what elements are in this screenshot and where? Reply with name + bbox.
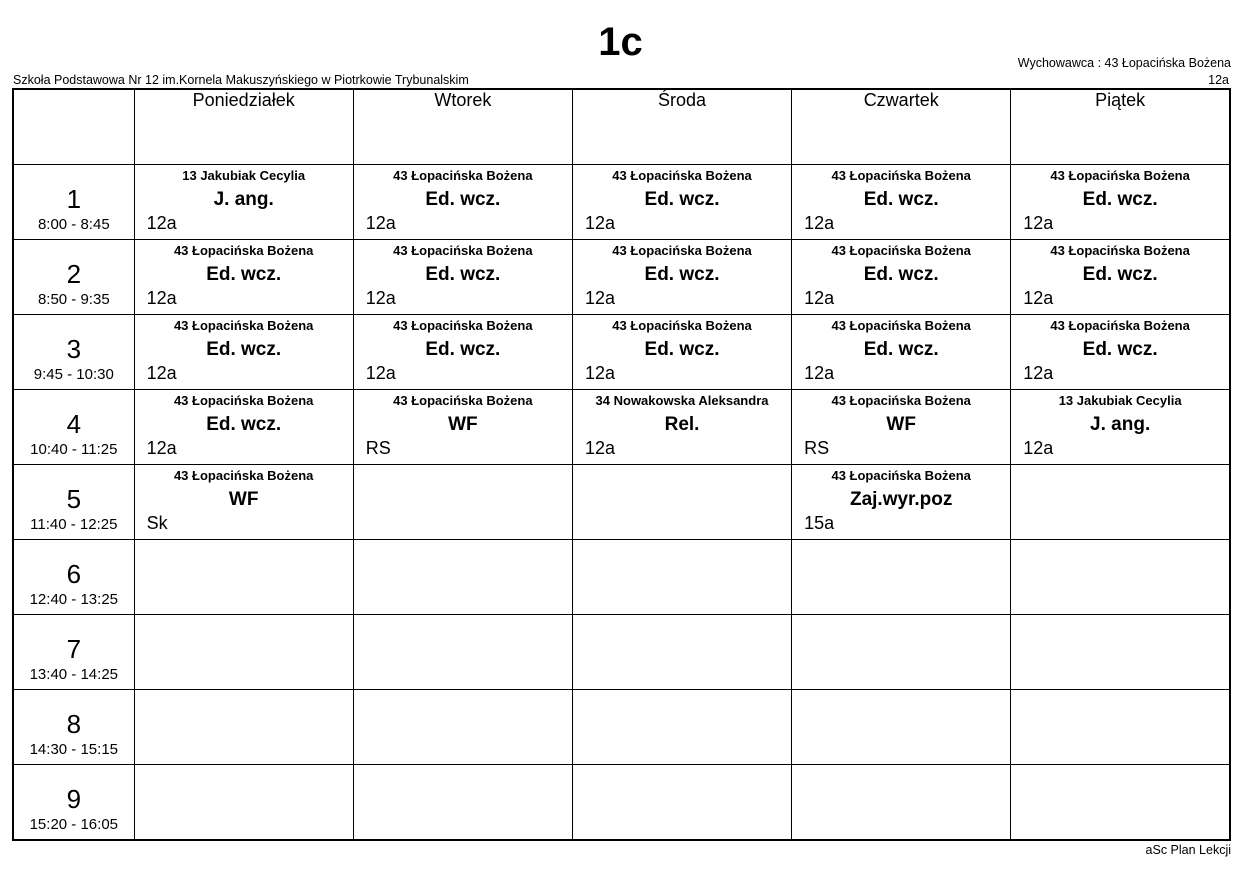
lesson-teacher: 43 Łopacińska Bożena bbox=[612, 167, 752, 183]
period-number: 8 bbox=[66, 709, 82, 740]
school-name: Szkoła Podstawowa Nr 12 im.Kornela Makuszyńskiego w Piotrkowie Trybunalskim bbox=[13, 73, 469, 87]
lesson-teacher: 13 Jakubiak Cecylia bbox=[1058, 392, 1182, 408]
lesson-subject: WF bbox=[228, 488, 259, 510]
lesson-cell bbox=[353, 615, 572, 690]
lesson-subject: Ed. wcz. bbox=[206, 338, 282, 360]
lesson-room: RS bbox=[365, 437, 391, 458]
lesson-cell bbox=[572, 239, 791, 314]
period-row bbox=[13, 540, 1230, 615]
lesson-room: 12a bbox=[365, 212, 396, 233]
lesson-teacher: 43 Łopacińska Bożena bbox=[173, 467, 314, 483]
period-row bbox=[13, 464, 1230, 539]
lesson-cell bbox=[572, 389, 791, 464]
lesson-cell bbox=[1011, 164, 1230, 239]
lesson-cell bbox=[792, 239, 1011, 314]
period-row bbox=[13, 615, 1230, 690]
lesson-cell bbox=[1011, 239, 1230, 314]
period-row bbox=[13, 239, 1230, 314]
period-time: 10:40 - 11:25 bbox=[30, 440, 118, 458]
period-number: 3 bbox=[66, 333, 82, 364]
lesson-cell bbox=[572, 690, 791, 765]
lesson-teacher: 43 Łopacińska Bożena bbox=[1050, 242, 1190, 258]
period-time: 15:20 - 16:05 bbox=[29, 816, 118, 834]
lesson-room: 12a bbox=[1023, 362, 1054, 383]
lesson-room: 12a bbox=[146, 212, 177, 233]
period-cell bbox=[13, 615, 134, 690]
day-header: Czwartek bbox=[792, 89, 1011, 164]
lesson-subject: Ed. wcz. bbox=[425, 263, 501, 285]
lesson-subject: Rel. bbox=[664, 413, 700, 435]
lesson-cell bbox=[353, 765, 572, 840]
lesson-cell bbox=[353, 314, 572, 389]
period-cell bbox=[13, 540, 134, 615]
lesson-teacher: 43 Łopacińska Bożena bbox=[831, 167, 971, 183]
lesson-cell bbox=[134, 690, 353, 765]
period-number: 7 bbox=[66, 634, 82, 665]
lesson-room: 12a bbox=[584, 212, 615, 233]
lesson-cell bbox=[134, 239, 353, 314]
lesson-cell bbox=[572, 464, 791, 539]
lesson-cell bbox=[792, 464, 1011, 539]
lesson-subject: Ed. wcz. bbox=[425, 338, 501, 360]
lesson-subject: Ed. wcz. bbox=[1082, 188, 1158, 210]
lesson-subject: Ed. wcz. bbox=[206, 263, 282, 285]
lesson-cell bbox=[792, 164, 1011, 239]
lesson-cell bbox=[792, 314, 1011, 389]
lesson-cell bbox=[792, 615, 1011, 690]
lesson-cell bbox=[134, 389, 353, 464]
lesson-cell bbox=[134, 314, 353, 389]
lesson-cell bbox=[792, 690, 1011, 765]
period-row bbox=[13, 765, 1230, 840]
lesson-room: 12a bbox=[804, 362, 835, 383]
class-title: 1c bbox=[598, 20, 643, 64]
lesson-cell bbox=[1011, 314, 1230, 389]
lesson-cell bbox=[1011, 464, 1230, 539]
lesson-teacher: 43 Łopacińska Bożena bbox=[831, 317, 971, 333]
lesson-room: 12a bbox=[146, 437, 177, 458]
lesson-cell bbox=[572, 765, 791, 840]
lesson-subject: WF bbox=[886, 413, 916, 435]
lesson-room: 15a bbox=[804, 512, 835, 533]
timetable-body bbox=[13, 164, 1230, 840]
lesson-cell bbox=[1011, 615, 1230, 690]
period-number: 6 bbox=[66, 559, 82, 590]
lesson-room: 12a bbox=[365, 287, 396, 308]
lesson-teacher: 43 Łopacińska Bożena bbox=[831, 392, 971, 408]
lesson-cell bbox=[792, 540, 1011, 615]
lesson-room: Sk bbox=[146, 512, 168, 533]
lesson-cell bbox=[792, 389, 1011, 464]
lesson-subject: J. ang. bbox=[213, 188, 274, 210]
period-number: 1 bbox=[66, 183, 82, 214]
lesson-subject: Ed. wcz. bbox=[863, 338, 939, 360]
lesson-teacher: 43 Łopacińska Bożena bbox=[393, 167, 533, 183]
lesson-subject: J. ang. bbox=[1090, 413, 1151, 435]
period-cell bbox=[13, 239, 134, 314]
lesson-room: 12a bbox=[1023, 287, 1054, 308]
lesson-cell bbox=[134, 164, 353, 239]
lesson-teacher: 43 Łopacińska Bożena bbox=[1050, 317, 1190, 333]
period-time: 8:00 - 8:45 bbox=[37, 215, 110, 233]
day-header: Poniedziałek bbox=[134, 89, 353, 164]
lesson-room: 12a bbox=[584, 287, 615, 308]
lesson-room: 12a bbox=[1023, 212, 1054, 233]
lesson-subject: Ed. wcz. bbox=[644, 263, 720, 285]
lesson-room: RS bbox=[804, 437, 830, 458]
lesson-room: 12a bbox=[804, 287, 835, 308]
period-cell bbox=[13, 690, 134, 765]
lesson-room: 12a bbox=[146, 362, 177, 383]
lesson-subject: Zaj.wyr.poz bbox=[849, 488, 953, 510]
period-row bbox=[13, 164, 1230, 239]
lesson-room: 12a bbox=[146, 287, 177, 308]
lesson-cell bbox=[353, 540, 572, 615]
lesson-cell bbox=[572, 540, 791, 615]
lesson-cell bbox=[1011, 690, 1230, 765]
lesson-cell bbox=[134, 615, 353, 690]
day-header: Środa bbox=[572, 89, 791, 164]
day-header: Wtorek bbox=[353, 89, 572, 164]
period-cell bbox=[13, 389, 134, 464]
lesson-cell bbox=[572, 615, 791, 690]
period-time: 9:45 - 10:30 bbox=[33, 365, 114, 383]
lesson-subject: Ed. wcz. bbox=[1082, 263, 1158, 285]
lesson-subject: Ed. wcz. bbox=[644, 338, 720, 360]
lesson-teacher: 43 Łopacińska Bożena bbox=[173, 242, 314, 258]
lesson-subject: WF bbox=[448, 413, 478, 435]
lesson-cell bbox=[792, 765, 1011, 840]
lesson-cell bbox=[572, 164, 791, 239]
period-row bbox=[13, 690, 1230, 765]
class-tutor-room: 12a bbox=[1208, 73, 1229, 87]
lesson-cell bbox=[1011, 389, 1230, 464]
period-time: 14:30 - 15:15 bbox=[29, 741, 118, 759]
period-cell bbox=[13, 164, 134, 239]
lesson-subject: Ed. wcz. bbox=[863, 188, 939, 210]
lesson-cell bbox=[572, 314, 791, 389]
lesson-teacher: 43 Łopacińska Bożena bbox=[831, 467, 971, 483]
period-row bbox=[13, 314, 1230, 389]
period-number: 5 bbox=[66, 483, 82, 514]
lesson-room: 12a bbox=[365, 362, 396, 383]
period-number: 4 bbox=[66, 408, 82, 439]
lesson-cell bbox=[134, 765, 353, 840]
lesson-cell bbox=[134, 464, 353, 539]
lesson-subject: Ed. wcz. bbox=[863, 263, 939, 285]
day-header: Piątek bbox=[1011, 89, 1230, 164]
period-time: 11:40 - 12:25 bbox=[30, 515, 118, 533]
lesson-cell bbox=[134, 540, 353, 615]
lesson-teacher: 43 Łopacińska Bożena bbox=[612, 242, 752, 258]
lesson-room: 12a bbox=[584, 362, 615, 383]
lesson-room: 12a bbox=[1023, 437, 1054, 458]
lesson-teacher: 43 Łopacińska Bożena bbox=[173, 392, 314, 408]
period-cell bbox=[13, 314, 134, 389]
period-cell bbox=[13, 765, 134, 840]
lesson-subject: Ed. wcz. bbox=[644, 188, 720, 210]
lesson-teacher: 43 Łopacińska Bożena bbox=[612, 317, 752, 333]
period-time: 8:50 - 9:35 bbox=[37, 290, 110, 308]
lesson-subject: Ed. wcz. bbox=[425, 188, 501, 210]
lesson-subject: Ed. wcz. bbox=[206, 413, 282, 435]
lesson-cell bbox=[353, 239, 572, 314]
timetable bbox=[12, 88, 1231, 841]
lesson-teacher: 34 Nowakowska Aleksandra bbox=[595, 392, 769, 408]
lesson-cell bbox=[353, 464, 572, 539]
period-row bbox=[13, 389, 1230, 464]
lesson-teacher: 43 Łopacińska Bożena bbox=[393, 317, 533, 333]
lesson-teacher: 43 Łopacińska Bożena bbox=[393, 242, 533, 258]
lesson-teacher: 43 Łopacińska Bożena bbox=[173, 317, 314, 333]
period-time: 13:40 - 14:25 bbox=[29, 666, 118, 684]
lesson-cell bbox=[1011, 540, 1230, 615]
period-number: 9 bbox=[66, 784, 82, 815]
lesson-teacher: 43 Łopacińska Bożena bbox=[831, 242, 971, 258]
lesson-room: 12a bbox=[584, 437, 615, 458]
lesson-teacher: 43 Łopacińska Bożena bbox=[1050, 167, 1190, 183]
class-tutor: Wychowawca : 43 Łopacińska Bożena bbox=[1017, 56, 1231, 70]
lesson-cell bbox=[353, 164, 572, 239]
lesson-room: 12a bbox=[804, 212, 835, 233]
footer-credit: aSc Plan Lekcji bbox=[1145, 843, 1231, 857]
period-number: 2 bbox=[66, 258, 82, 289]
lesson-teacher: 13 Jakubiak Cecylia bbox=[182, 167, 306, 183]
corner-cell bbox=[13, 89, 134, 164]
period-time: 12:40 - 13:25 bbox=[29, 591, 118, 609]
lesson-subject: Ed. wcz. bbox=[1082, 338, 1158, 360]
lesson-cell bbox=[353, 690, 572, 765]
day-header-row bbox=[13, 89, 1230, 164]
period-cell bbox=[13, 464, 134, 539]
lesson-cell bbox=[353, 389, 572, 464]
lesson-teacher: 43 Łopacińska Bożena bbox=[393, 392, 533, 408]
lesson-cell bbox=[1011, 765, 1230, 840]
